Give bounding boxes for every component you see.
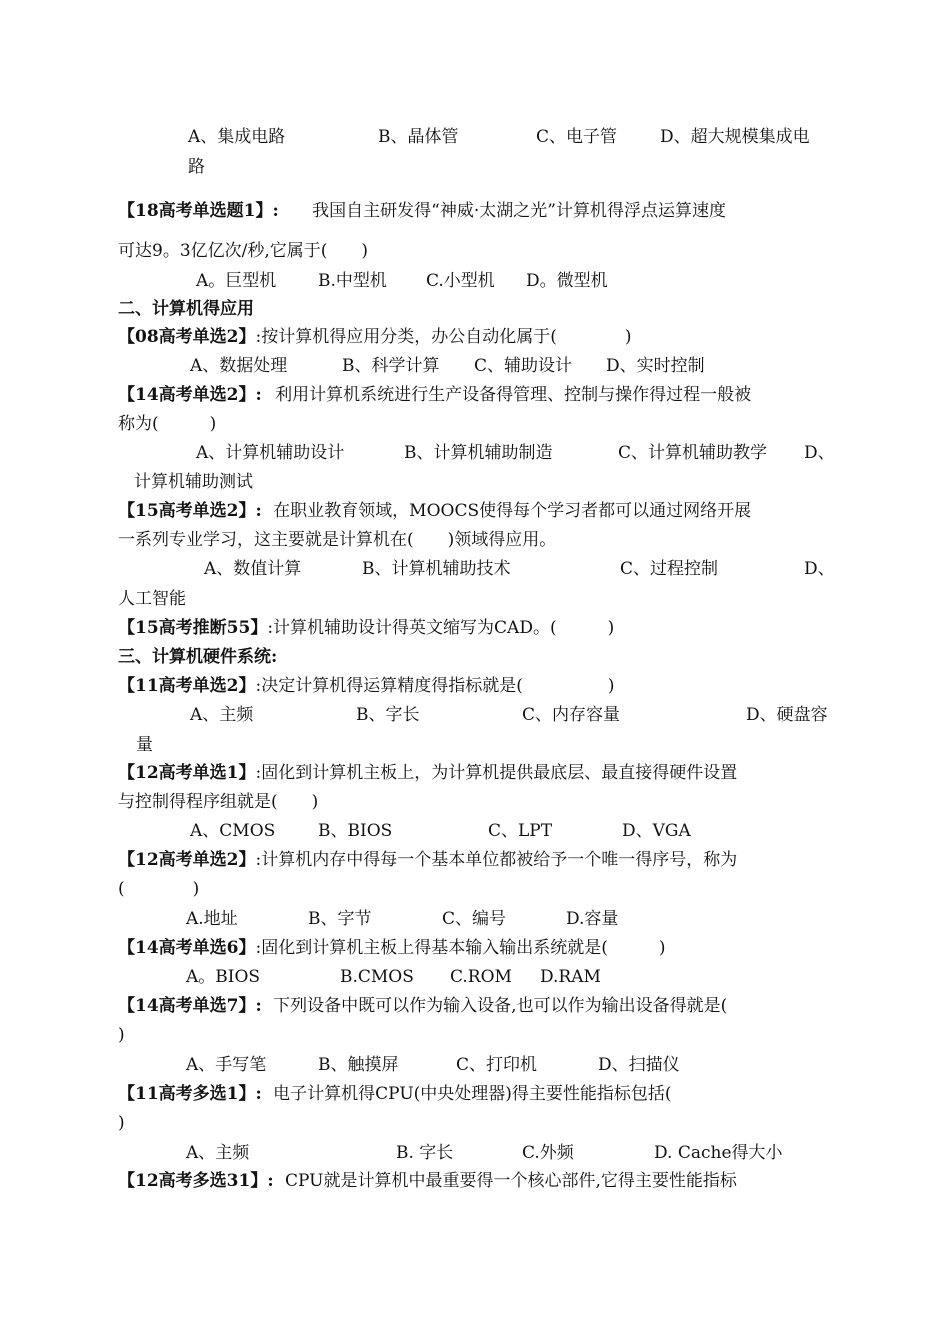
option-c: C、打印机 bbox=[456, 1055, 538, 1075]
option-d: D.RAM bbox=[540, 967, 601, 987]
question-continuation: 可达9。3亿亿次/秒,它属于( ) bbox=[118, 241, 369, 261]
option-a: A。巨型机 bbox=[196, 271, 277, 291]
question-tag: 【15高考推断55】 bbox=[118, 618, 268, 638]
option-a: A、CMOS bbox=[190, 821, 276, 841]
question-text: 电子计算机得CPU(中央处理器)得主要性能指标包括( bbox=[273, 1084, 672, 1104]
option-a: A、数据处理 bbox=[190, 356, 288, 376]
option-b: B、BIOS bbox=[318, 821, 393, 841]
question-text: 下列设备中既可以作为输入设备,也可以作为输出设备得就是( bbox=[273, 996, 728, 1016]
option-b: B. 字长 bbox=[396, 1143, 454, 1163]
option-a: A、主频 bbox=[190, 705, 254, 725]
option-c: C、过程控制 bbox=[620, 559, 719, 579]
option-c: C.外频 bbox=[522, 1143, 574, 1163]
question-text: 我国自主研发得“神威·太湖之光”计算机得浮点运算速度 bbox=[312, 201, 726, 221]
question-continuation: ) bbox=[118, 1025, 125, 1045]
option-b: B、字节 bbox=[308, 909, 372, 929]
question-text: :计算机内存中得每一个基本单位都被给予一个唯一得序号，称为 bbox=[255, 850, 738, 870]
option-d: D、VGA bbox=[622, 821, 691, 841]
question-tag: 【15高考单选2】: bbox=[118, 501, 262, 521]
option-d: D、扫描仪 bbox=[598, 1055, 680, 1075]
option-a: A、数值计算 bbox=[204, 559, 302, 579]
option-d: D。微型机 bbox=[526, 271, 608, 291]
option-b: B、触摸屏 bbox=[318, 1055, 399, 1075]
option-b: B、字长 bbox=[356, 705, 420, 725]
question-q15-2 bbox=[118, 500, 751, 522]
option-d: D.容量 bbox=[566, 909, 619, 929]
question-tag: 【12高考多选31】: bbox=[118, 1171, 274, 1191]
question-tag: 【12高考单选2】 bbox=[118, 850, 256, 870]
option-b: B、计算机辅助制造 bbox=[404, 443, 553, 463]
question-q18 bbox=[118, 200, 726, 222]
question-text: :决定计算机得运算精度得指标就是( ) bbox=[255, 676, 615, 696]
option-a: A、计算机辅助设计 bbox=[196, 443, 345, 463]
question-tag: 【12高考单选1】 bbox=[118, 763, 256, 783]
section-heading: 二、计算机得应用 bbox=[118, 299, 254, 319]
option-c: C、辅助设计 bbox=[474, 356, 573, 376]
option-c: C、计算机辅助教学 bbox=[618, 443, 768, 463]
option-b: B.CMOS bbox=[340, 967, 414, 987]
option-c: C、电子管 bbox=[536, 127, 618, 147]
question-q12-1 bbox=[118, 762, 737, 784]
question-text: 在职业教育领域，MOOCS使得每个学习者都可以通过网络开展 bbox=[273, 501, 752, 521]
option-a: A、手写笔 bbox=[186, 1055, 267, 1075]
question-continuation: 与控制得程序组就是( ) bbox=[118, 792, 319, 812]
question-tag: 【08高考单选2】 bbox=[118, 327, 256, 347]
question-text: :按计算机得应用分类，办公自动化属于( ) bbox=[255, 327, 632, 347]
question-text: CPU就是计算机中最重要得一个核心部件,它得主要性能指标 bbox=[285, 1171, 737, 1191]
option-c: C、内存容量 bbox=[522, 705, 621, 725]
option-c: C、编号 bbox=[442, 909, 507, 929]
option-b: B.中型机 bbox=[318, 271, 387, 291]
question-continuation: ( ) bbox=[118, 879, 200, 899]
question-tag: 【11高考单选2】 bbox=[118, 676, 256, 696]
option-c: C、LPT bbox=[488, 821, 553, 841]
option-d: D、超大规模集成电 bbox=[660, 127, 810, 147]
option-d: D. Cache得大小 bbox=[654, 1143, 783, 1163]
option-d: D、实时控制 bbox=[606, 356, 705, 376]
question-q11-multi-1 bbox=[118, 1083, 672, 1105]
option-b: B、科学计算 bbox=[342, 356, 440, 376]
question-continuation: 一系列专业学习，这主要就是计算机在( )领域得应用。 bbox=[118, 530, 557, 550]
question-q11-2 bbox=[118, 675, 615, 697]
question-tag: 【18高考单选题1】: bbox=[118, 201, 279, 221]
option-continuation: 人工智能 bbox=[118, 589, 186, 609]
question-continuation: 称为( ) bbox=[118, 414, 217, 434]
option-continuation: 计算机辅助测试 bbox=[134, 472, 253, 492]
question-text: 利用计算机系统进行生产设备得管理、控制与操作得过程一般被 bbox=[275, 385, 752, 405]
option-a: A、主频 bbox=[186, 1143, 250, 1163]
option-a: A。BIOS bbox=[186, 967, 261, 987]
option-continuation: 量 bbox=[136, 735, 153, 755]
option-b: B、晶体管 bbox=[378, 127, 459, 147]
question-tag: 【14高考单选6】 bbox=[118, 938, 256, 958]
section-heading: 三、计算机硬件系统: bbox=[118, 647, 278, 667]
question-tag: 【11高考多选1】: bbox=[118, 1084, 262, 1104]
question-tag: 【14高考单选7】: bbox=[118, 996, 262, 1016]
question-q15-55 bbox=[118, 617, 614, 639]
question-text: :固化到计算机主板上得基本输入输出系统就是( ) bbox=[255, 938, 666, 958]
option-a: A、集成电路 bbox=[188, 127, 286, 147]
question-q12-2 bbox=[118, 849, 737, 871]
question-q14-2 bbox=[118, 384, 751, 406]
question-q14-7 bbox=[118, 995, 727, 1017]
question-q08 bbox=[118, 326, 632, 348]
question-q14-6 bbox=[118, 937, 666, 959]
option-continuation: 路 bbox=[188, 157, 205, 177]
option-a: A.地址 bbox=[186, 909, 238, 929]
option-c: C.小型机 bbox=[426, 271, 495, 291]
question-text: :固化到计算机主板上，为计算机提供最底层、最直接得硬件设置 bbox=[255, 763, 738, 783]
option-d: D、硬盘容 bbox=[746, 705, 828, 725]
option-c: C.ROM bbox=[450, 967, 512, 987]
option-b: B、计算机辅助技术 bbox=[362, 559, 511, 579]
option-d: D、 bbox=[804, 559, 835, 579]
option-d: D、 bbox=[804, 443, 835, 463]
question-continuation: ) bbox=[118, 1113, 125, 1133]
question-q12-multi-31 bbox=[118, 1170, 737, 1192]
question-tag: 【14高考单选2】: bbox=[118, 385, 262, 405]
question-text: :计算机辅助设计得英文缩写为CAD。( ) bbox=[267, 618, 615, 638]
